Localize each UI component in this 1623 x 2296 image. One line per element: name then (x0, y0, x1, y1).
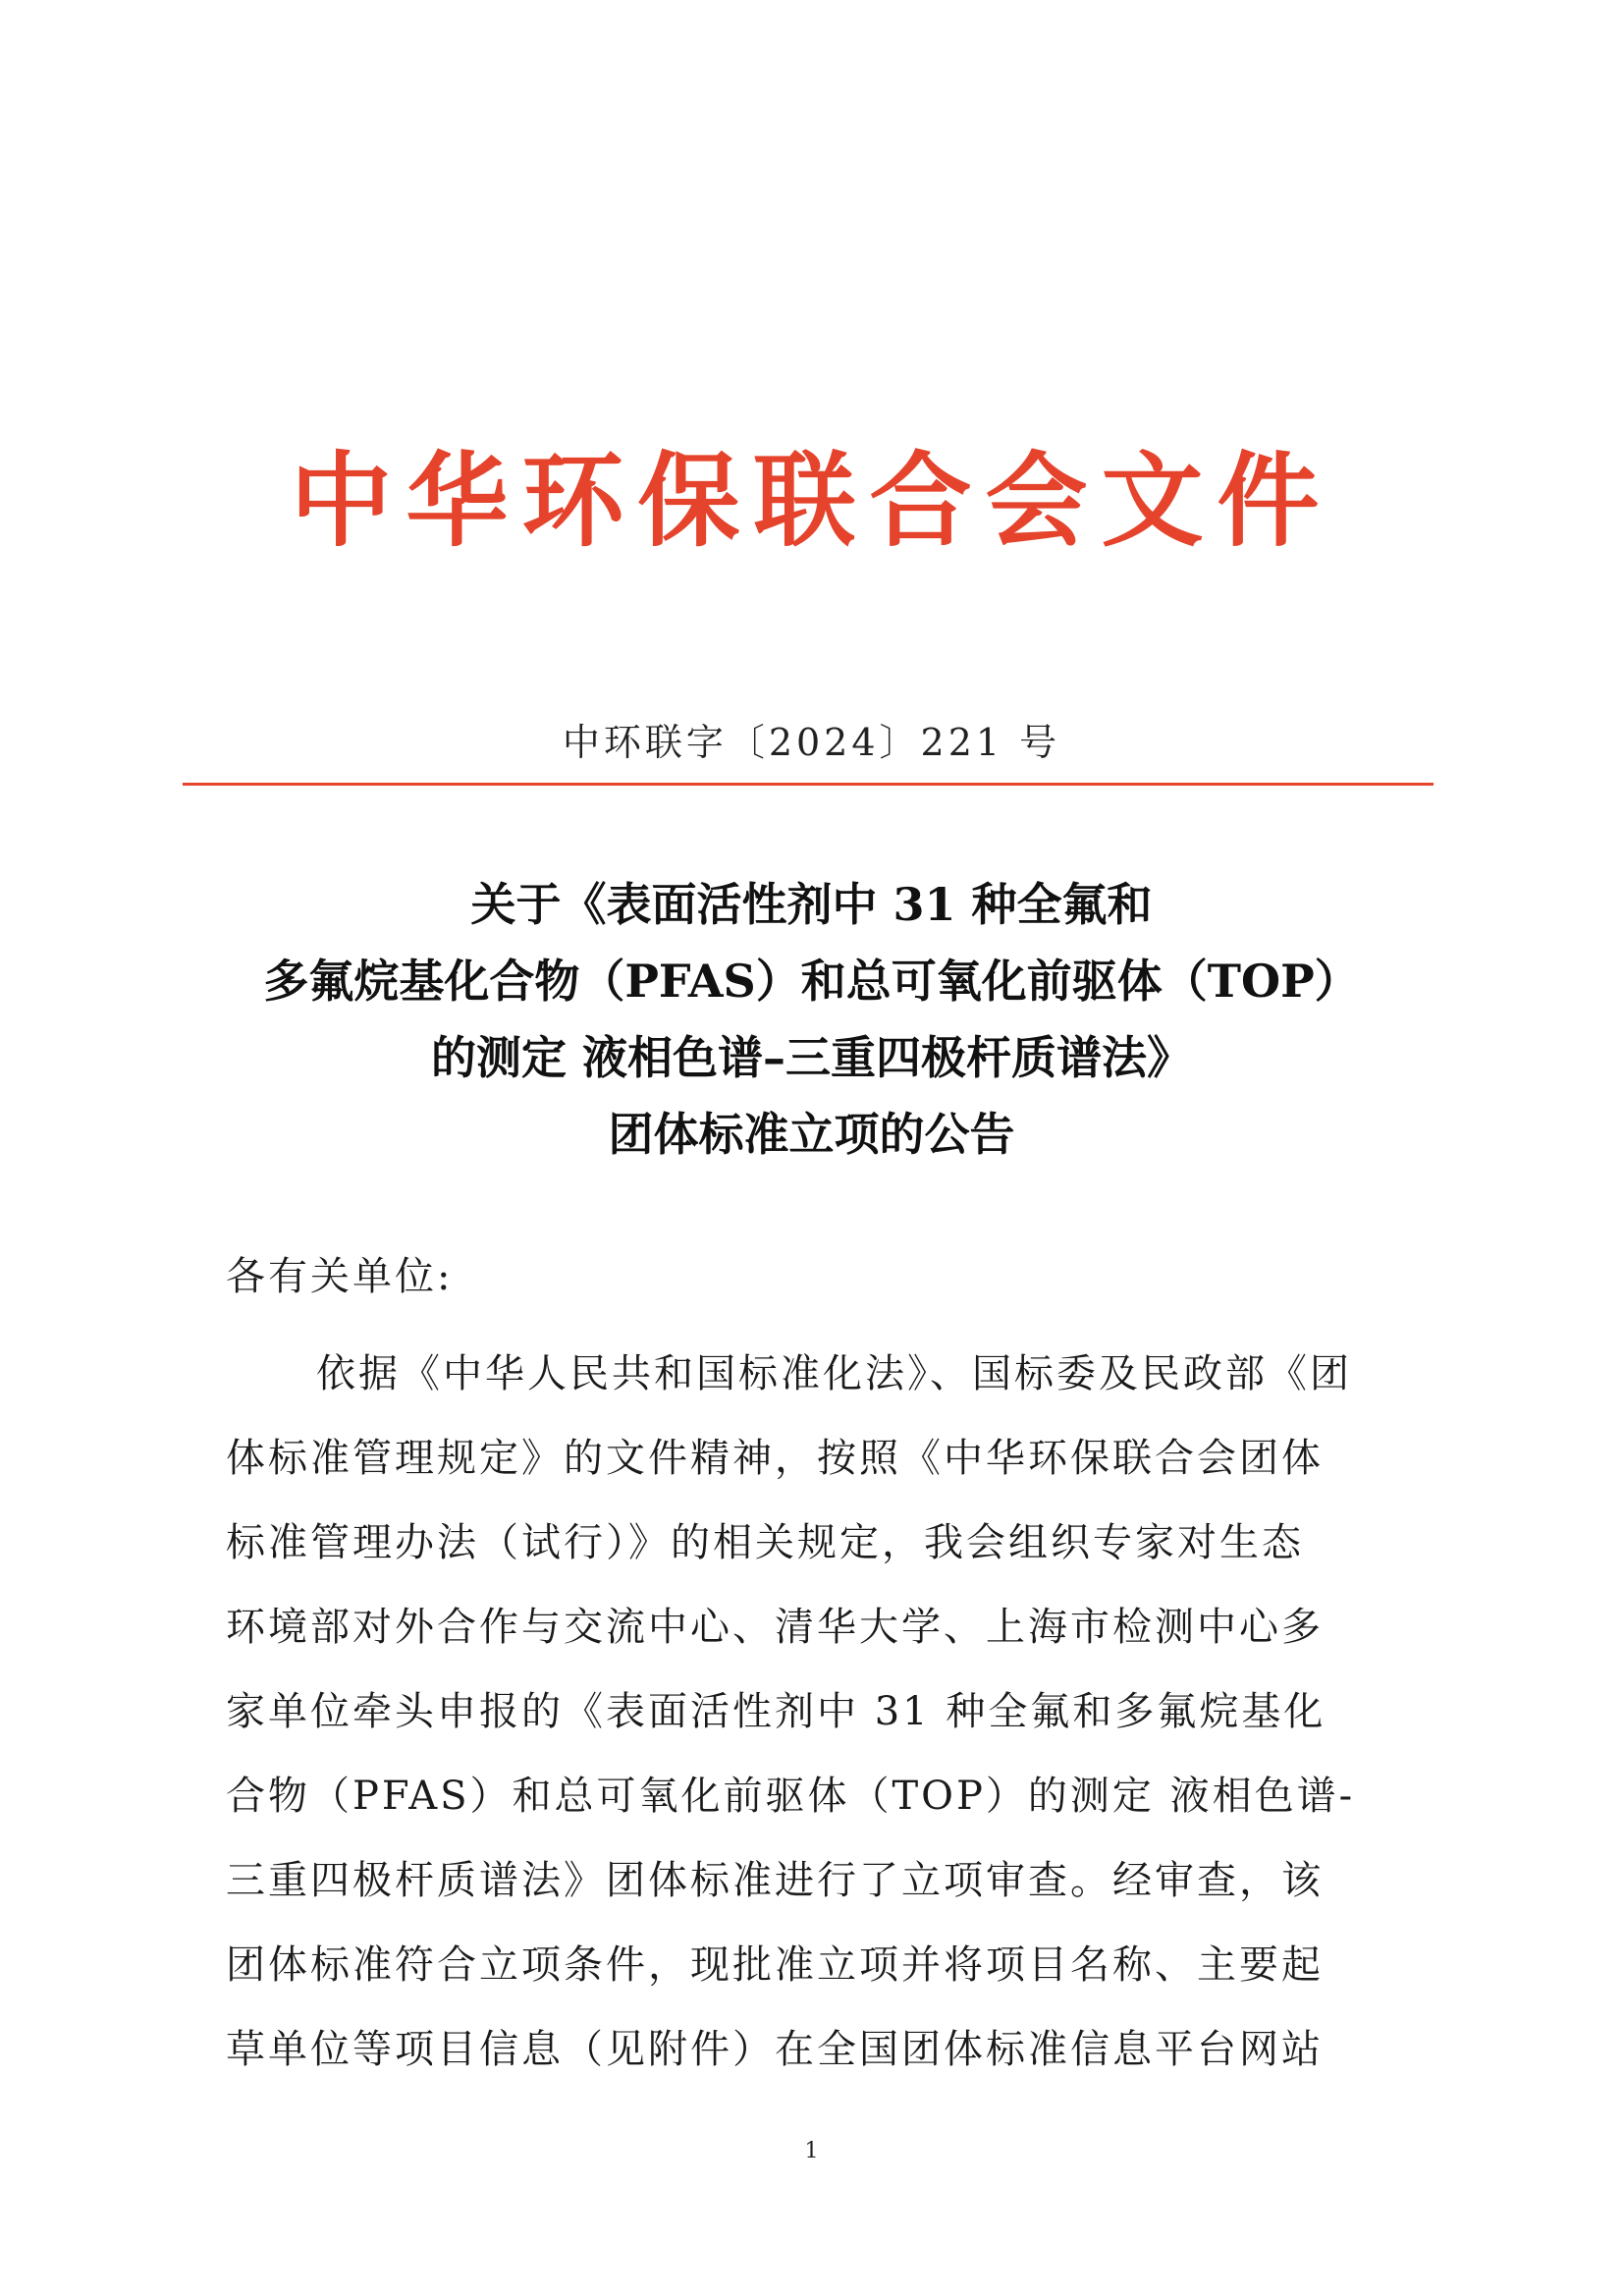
page-number: 1 (804, 2139, 819, 2163)
body-line: 三重四极杆质谱法》团体标准进行了立项审查。经审查，该 (226, 1858, 1324, 1903)
body-line: 家单位牵头申报的《表面活性剂中 31 种全氟和多氟烷基化 (226, 1689, 1326, 1734)
notice-title-line: 多氟烷基化合物（PFAS）和总可氧化前驱体（TOP） (263, 955, 1360, 1008)
notice-title (0, 866, 1623, 1173)
body-line: 团体标准符合立项条件，现批准立项并将项目名称、主要起 (226, 1942, 1324, 1988)
header-divider-rule (183, 783, 1434, 786)
notice-title-line: 关于《表面活性剂中 31 种全氟和 (470, 878, 1153, 931)
issuer-header-title: 中华环保联合会文件 (290, 441, 1333, 561)
body-paragraph (226, 1332, 1375, 2092)
salutation: 各有关单位: (226, 1254, 454, 1299)
notice-title-line: 团体标准立项的公告 (608, 1108, 1015, 1161)
body-line: 草单位等项目信息（见附件）在全国团体标准信息平台网站 (226, 2027, 1324, 2072)
notice-title-line: 的测定 液相色谱–三重四极杆质谱法》 (430, 1031, 1192, 1084)
body-line: 体标准管理规定》的文件精神，按照《中华环保联合会团体 (226, 1436, 1324, 1481)
document-number: 中环联字〔2024〕221 号 (562, 721, 1061, 764)
body-line: 依据《中华人民共和国标准化法》、国标委及民政部《团 (316, 1351, 1352, 1396)
body-line: 合物（PFAS）和总可氧化前驱体（TOP）的测定 液相色谱- (226, 1774, 1356, 1819)
body-line: 标准管理办法（试行）》的相关规定，我会组织专家对生态 (226, 1520, 1304, 1565)
body-line: 环境部对外合作与交流中心、清华大学、上海市检测中心多 (226, 1605, 1324, 1650)
